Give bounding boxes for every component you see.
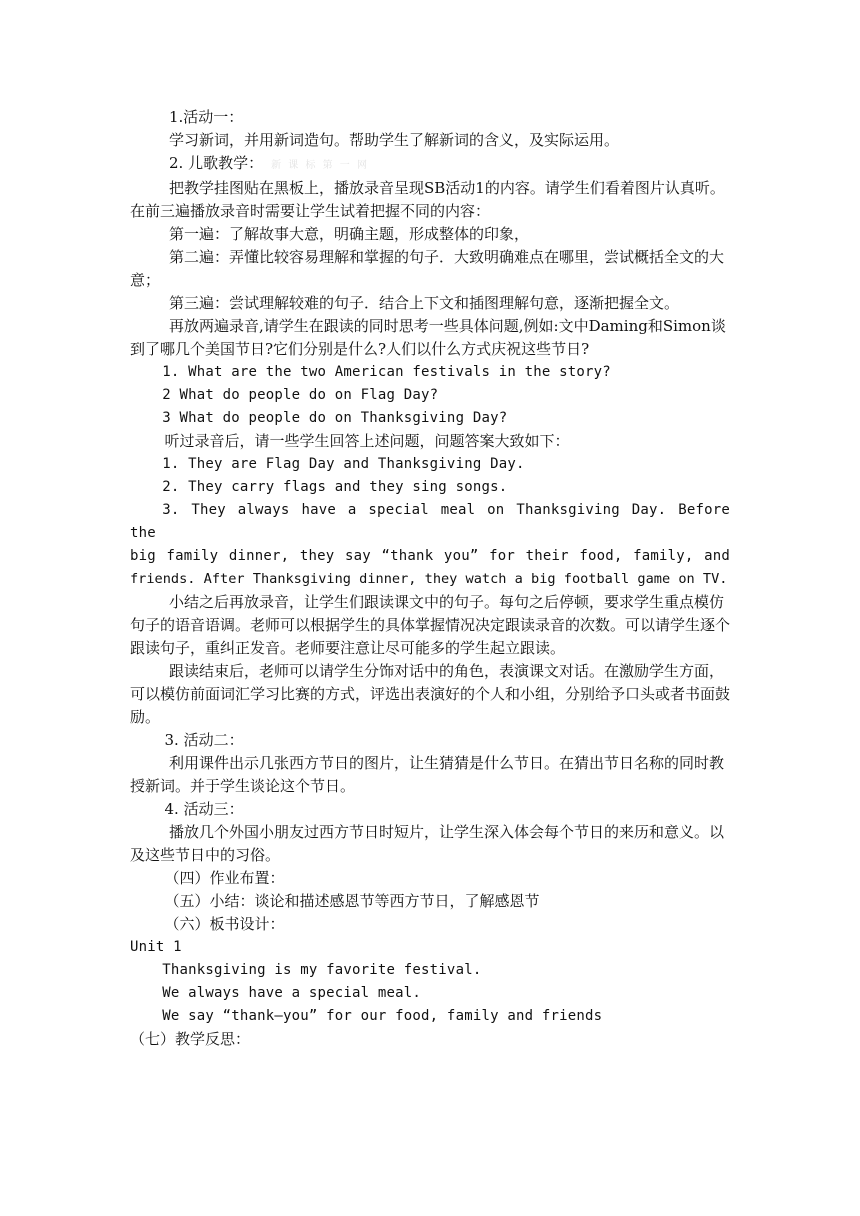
song-heading [130,152,730,177]
board-line-2: We always have a special meal. [162,985,422,1001]
activity3-heading: 4. 活动三： [164,800,244,818]
answers-intro: 听过录音后，请一些学生回答上述问题，问题答案大致如下： [164,432,570,450]
document-body [130,106,730,1051]
activity2-heading: 3. 活动二： [164,731,244,749]
activity2-text: 利用课件出示几张西方节日的图片，让生猜猜是什么节日。在猜出节日名称的同时教授新词。并于学生谈论这个节日。 [130,754,725,795]
watermark-text: 新 课 标 第 一 网 [271,160,369,171]
activity1-heading: 1.活动一： [169,108,244,126]
pass3-paragraph: 第三遍：尝试理解较难的句子．结合上下文和插图理解句意，逐渐把握全文。 [169,294,680,312]
intro-paragraph: 把教学挂图贴在黑板上，播放录音呈现SB活动1的内容。请学生们看着图片认真听。在前三遍播放录音时需要让学生试着把握不同的内容： [130,179,725,220]
answer-1: 1. They are Flag Day and Thanksgiving Day. [162,456,525,472]
summary-paragraph: 小结之后再放录音，让学生们跟读课文中的句子。每句之后停顿，要求学生重点模仿句子的语音语调。老师可以根据学生的具体掌握情况决定跟读录音的次数。可以请学生逐个跟读句子，重纠正发音。老师要注意让尽可能多的学生起立跟读。 [130,593,731,657]
pass1-paragraph: 第一遍：了解故事大意，明确主题，形成整体的印象， [169,225,530,243]
pass2-paragraph: 第二遍：弄懂比较容易理解和掌握的句子．大致明确难点在哪里，尝试概括全文的大意； [130,248,725,289]
board-line-3: We say “thank—you” for our food, family and friends [162,1008,603,1024]
replay-paragraph: 再放两遍录音,请学生在跟读的同时思考一些具体问题,例如:文中Daming和Simon谈到了哪几个美国节日?它们分别是什么?人们以什么方式庆祝这些节日? [130,317,726,358]
answer-3-line-2: big family dinner, they say “thank you” for their food, family, and [130,548,730,564]
reflection-heading: （七）教学反思： [130,1030,251,1048]
question-1: 1. What are the two American festivals in the story? [162,364,611,380]
question-3: 3 What do people do on Thanksgiving Day? [162,410,508,426]
board-unit-title: Unit 1 [130,939,182,955]
board-design-heading: （六）板书设计： [164,915,285,933]
answer-3-line-1: 3. They always have a special meal on Thanksgiving Day. Before the [130,502,730,541]
activity1-text: 学习新词，并用新词造句。帮助学生了解新词的含义，及实际运用。 [169,131,620,149]
activity3-text: 播放几个外国小朋友过西方节日时短片，让学生深入体会每个节日的来历和意义。以及这些节日中的习俗。 [130,823,725,864]
homework-heading: （四）作业布置： [164,869,285,887]
song-heading-label: 2. 儿歌教学： [169,154,264,172]
answer-2: 2. They carry flags and they sing songs. [162,479,508,495]
question-2: 2 What do people do on Flag Day? [162,387,439,403]
summary-heading: （五）小结：谈论和描述感恩节等西方节日，了解感恩节 [164,892,540,910]
board-line-1: Thanksgiving is my favorite festival. [162,962,482,978]
answer-3-line-3: friends. After Thanksgiving dinner, they watch a big football game on TV. [130,571,728,587]
roleplay-paragraph: 跟读结束后，老师可以请学生分饰对话中的角色，表演课文对话。在激励学生方面，可以模仿前面词汇学习比赛的方式，评选出表演好的个人和小组，分别给予口头或者书面鼓励。 [130,662,731,726]
